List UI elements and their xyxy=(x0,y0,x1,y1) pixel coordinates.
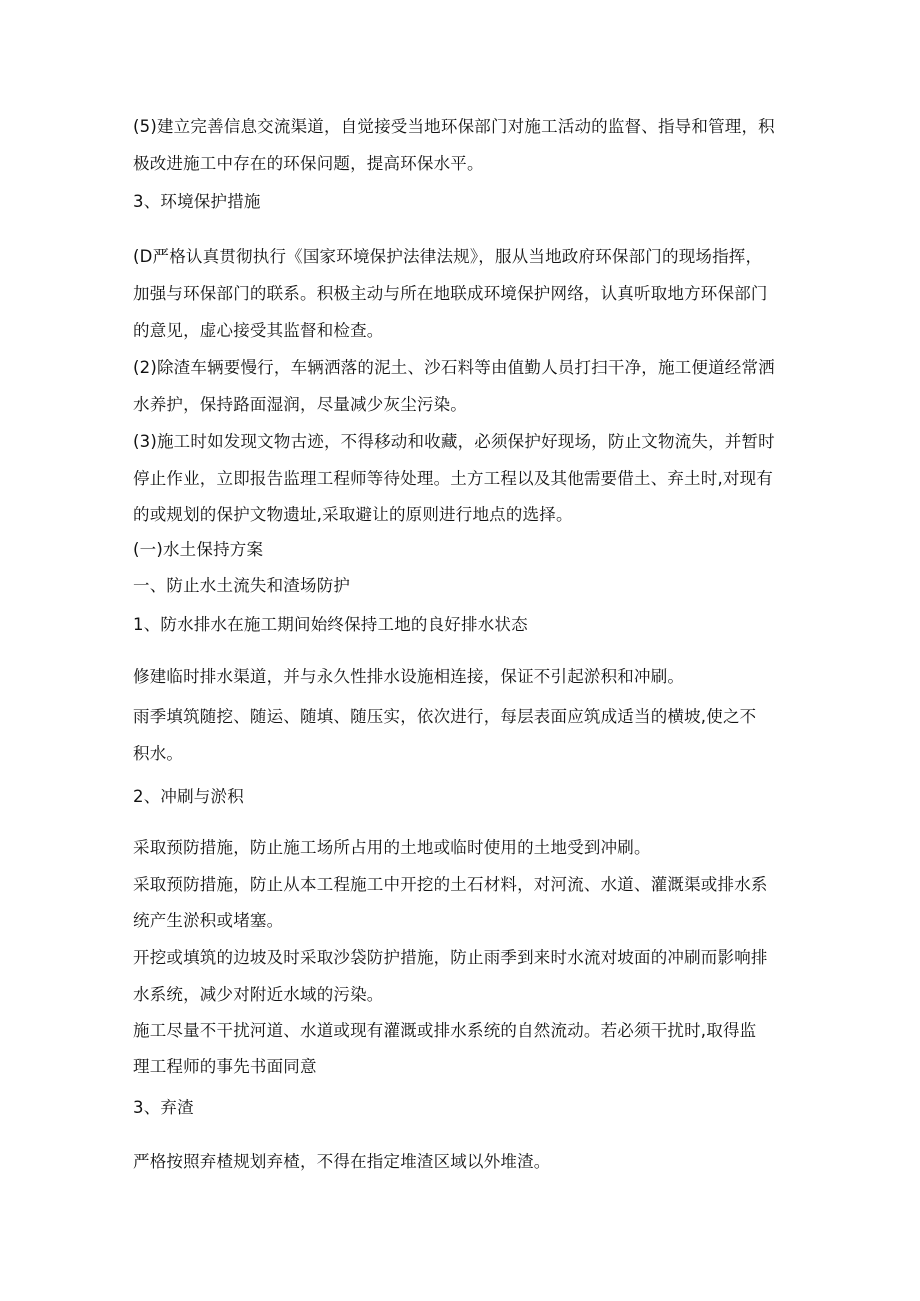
item-1-line-3: 的意见，虚心接受其监督和检查。 xyxy=(133,321,384,340)
drainage-para-1: 修建临时排水渠道，并与永久性排水设施相连接，保证不引起淤积和冲刷。 xyxy=(133,667,685,686)
scour-para-2-line-2: 统产生淤积或堵塞。 xyxy=(133,911,284,930)
paragraph-5-line-2: 极改进施工中存在的环保问题，提高环保水平。 xyxy=(133,154,484,173)
paragraph-5-line-1: (5)建立完善信息交流渠道，自觉接受当地环保部门对施工活动的监督、指导和管理，积 xyxy=(133,117,775,136)
item-3-line-2: 停止作业，立即报告监理工程师等待处理。土方工程以及其他需要借土、弃土时,对现有 xyxy=(133,469,774,488)
drainage-para-2-line-2: 积水。 xyxy=(133,744,184,763)
heading-drainage: 1、防水排水在施工期间始终保持工地的良好排水状态 xyxy=(133,615,528,634)
scour-para-4-line-1: 施工尽量不干扰河道、水道或现有灌溉或排水系统的自然流动。若必须干扰时,取得监 xyxy=(133,1021,757,1040)
scour-para-3-line-2: 水系统，减少对附近水域的污染。 xyxy=(133,985,384,1004)
item-2-line-2: 水养护，保持路面湿润，尽量减少灰尘污染。 xyxy=(133,395,467,414)
heading-spoil: 3、弃渣 xyxy=(133,1098,194,1117)
spoil-para-1: 严格按照弃楂规划弃楂，不得在指定堆渣区域以外堆渣。 xyxy=(133,1152,551,1171)
item-1-line-1: (D严格认真贯彻执行《国家环境保护法律法规》，服从当地政府环保部门的现场指挥， xyxy=(133,247,763,266)
heading-scour-silting: 2、冲刷与淤积 xyxy=(133,787,244,806)
section-heading-3: 3、环境保护措施 xyxy=(133,192,261,211)
scour-para-1: 采取预防措施，防止施工场所占用的土地或临时使用的土地受到冲刷。 xyxy=(133,838,651,857)
drainage-para-2-line-1: 雨季填筑随挖、随运、随填、随压实，依次进行，每层表面应筑成适当的横坡,使之不 xyxy=(133,707,757,726)
item-3-line-1: (3)施工时如发现文物古迹，不得移动和收藏，必须保护好现场，防止文物流失，并暂时 xyxy=(133,432,775,451)
item-1-line-2: 加强与环保部门的联系。积极主动与所在地联成环境保护网络，认真听取地方环保部门 xyxy=(133,284,768,303)
scour-para-2-line-1: 采取预防措施，防止从本工程施工中开挖的土石材料，对河流、水道、灌溉渠或排水系 xyxy=(133,875,768,894)
item-2-line-1: (2)除渣车辆要慢行，车辆洒落的泥土、沙石料等由值勤人员打扫干净，施工便道经常洒 xyxy=(133,358,775,377)
scour-para-4-line-2: 理工程师的事先书面同意 xyxy=(133,1057,317,1076)
item-3-line-3: 的或规划的保护文物遗址,采取避让的原则进行地点的选择。 xyxy=(133,505,573,524)
scour-para-3-line-1: 开挖或填筑的边坡及时采取沙袋防护措施，防止雨季到来时水流对坡面的冲刷而影响排 xyxy=(133,948,768,967)
heading-erosion-prevention: 一、防止水土流失和渣场防护 xyxy=(133,576,351,595)
heading-soil-water-plan: (一)水土保持方案 xyxy=(133,540,264,559)
